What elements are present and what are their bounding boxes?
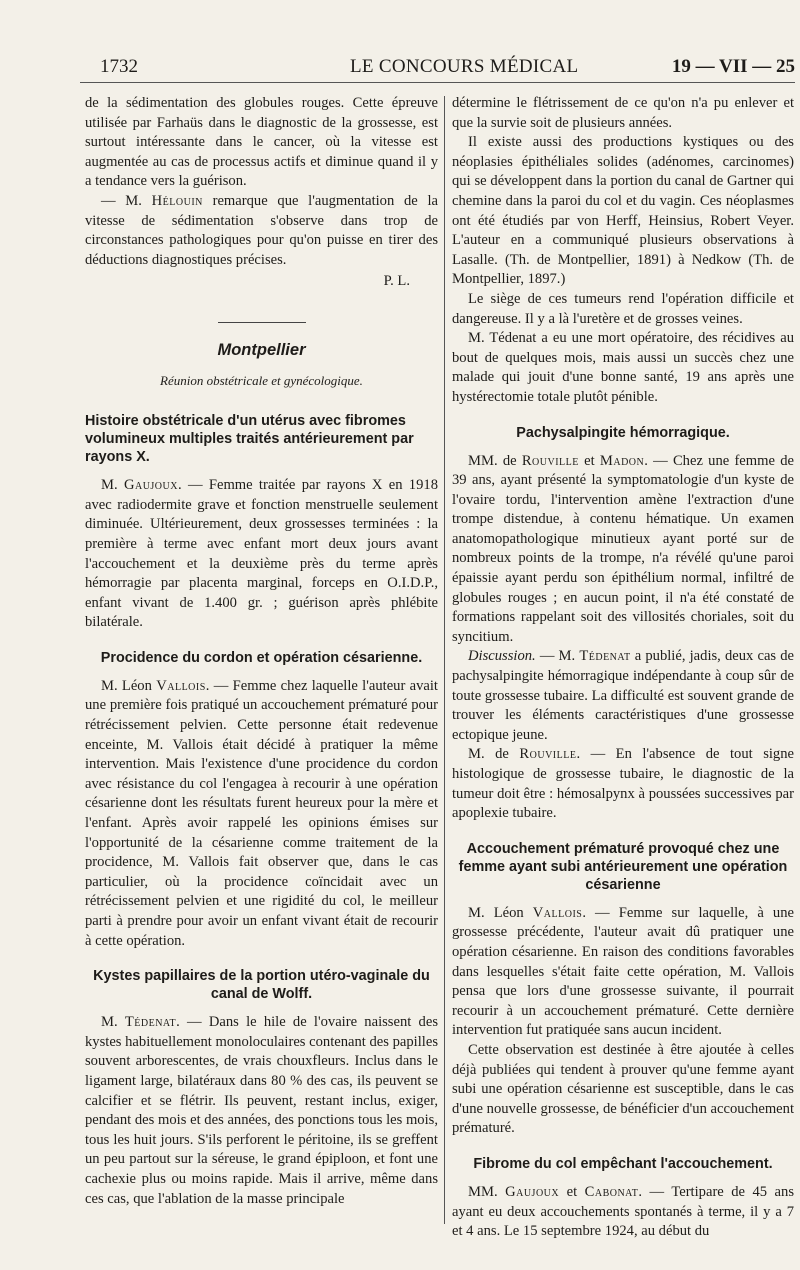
paragraph: MM. Gaujoux et Cabonat. — Tertipare de 45 ans ayant eu deux accouchements spontanés à terme, il y a 7 et 4 ans. Le 15 septembre 1924, au début du xyxy=(452,1183,795,1240)
author-name: Rouville xyxy=(521,452,579,469)
paragraph: Le siège de ces tumeurs rend l'opération difficile et dangereuse. Il y a là l'uretère et de grosses veines. xyxy=(452,290,794,327)
author-name: Gaujoux xyxy=(123,477,178,494)
author-name: Tédenat xyxy=(124,1014,177,1031)
author-name: Vallois xyxy=(156,677,206,694)
article-heading: Fibrome du col empêchant l'accouchement. xyxy=(473,1155,773,1172)
paragraph: Cette observation est destinée à être ajoutée à celles déjà publiées qui tendent à prouver qu'une femme ayant subi une opération césarienne est susceptible, dans le cas d'une nouvelle grossesse, de bénéficier d'un accouchement prématuré. xyxy=(452,1041,794,1137)
author-name: Gaujoux xyxy=(505,1183,560,1200)
paragraph: M. Léon Vallois. — Femme sur laquelle, à une grossesse précédente, l'auteur avait dû pratiquer une opération césarienne. En raison des conditions favorables dans lesquelles s'était faite cette opération, M. Vallois pensa que lors d'une grossesse suivante, il pourrait recourir à un accouchement prématuré. Cette dernière intervention fut pratiquée sans aucun incident. xyxy=(452,904,794,1039)
paragraph: M. de Rouville. — En l'absence de tout signe histologique de grossesse tubaire, le diagnostic de la tumeur doit être : hémosalpynx à poussées successives par apoplexie tubaire. xyxy=(452,746,794,822)
author-name: Cabonat xyxy=(584,1183,639,1200)
article-heading: Accouchement prématuré provoqué chez une femme ayant subi antérieurement une opération césarienne xyxy=(458,840,788,893)
journal-title: LE CONCOURS MÉDICAL xyxy=(350,56,579,77)
paragraph: Il existe aussi des productions kystiques ou des néoplasies épithéliales solides (adénomes, carcinomes) qui se développent dans la portion du canal de Gartner qui chemine dans la paroi du col et du vagin. Ces néoplasmes ont été étudiés par von Herff, Heinsius, Robert Veyer. L'auteur en a communiqué plusieurs observations à Lasalle. (Th. de Montpellier, 1891) à Nedkow (Th. de Montpellier, 1897.) xyxy=(452,134,794,288)
section-subtitle: Réunion obstétricale et gynécologique. xyxy=(160,372,363,388)
right-column xyxy=(452,94,794,1242)
article-heading: Pachysalpingite hémorragique. xyxy=(516,424,730,441)
article-heading: Kystes papillaires de la portion utéro-vaginale du canal de Wolff. xyxy=(93,968,430,1003)
paragraph: MM. de Rouville et Madon. — Chez une femme de 39 ans, ayant présenté la symptomatologie d'un kyste de l'ovaire tordu, l'intervention amène l'extraction d'une trompe distendue, à contenu hématique. Un examen anatomopathologique minutieux ayant porté sur de nombreux points de la trompe, n'a révélé qu'une paroi épaissie ayant perdu son épithélium normal, infiltré de globules rouges ; en aucun point, il n'a été constaté de formations rappelant soit des villosités choriales, soit du syncitium. xyxy=(452,452,794,645)
author-name: Hélouin xyxy=(151,192,203,209)
author-name: Madon xyxy=(599,452,645,469)
paragraph: détermine le flétrissement de ce qu'on n'a pu enlever et que la survie soit de plusieurs années. xyxy=(452,95,794,131)
section-title: Montpellier xyxy=(217,340,306,359)
paragraph: de la sédimentation des globules rouges. Cette épreuve utilisée par Farhaüs dans le diagnostic de la grossesse, est surtout intéressante dans le cancer, où la vitesse est augmentée au cas de processus actifs et diminue quand il y a tendance vers la guérison. xyxy=(85,95,438,190)
paragraph: M. Tédenat a eu une mort opératoire, des récidives au bout de quelques mois, mais aussi un succès chez une malade qui jouit d'une bonne santé, 19 ans après une hystérectomie totale plutôt pénible. xyxy=(452,330,794,405)
paragraph: Discussion. — M. Tédenat a publié, jadis, deux cas de pachysalpingite hémorragique indépendante à coup sûr de toute grossesse tubaire. La difficulté est souvent grande de trouver les éléments caractéristiques d'une grossesse ectopique jeune. xyxy=(452,648,795,743)
column-rule xyxy=(444,96,445,1224)
page-number: 1732 xyxy=(100,56,138,77)
discussion-label: Discussion. xyxy=(468,648,536,665)
left-column xyxy=(85,94,438,1209)
author-name: Vallois xyxy=(532,904,583,921)
paragraph: — M. Hélouin remarque que l'augmentation de la vitesse de sédimentation s'observe dans trop de circonstances pathologiques pour qu'on puisse en tirer des déductions diagnostiques précises. xyxy=(85,192,438,268)
paragraph: M. Léon Vallois. — Femme chez laquelle l'auteur avait une première fois pratiqué un accouchement prématuré pour rétrécissement pelvien. Cette personne était redevenue enceinte, M. Vallois était décidé à pratiquer la même intervention. Mais l'existence d'une procidence du cordon avec résistance du col l'engagea à recourir à une opération césarienne dont les résultats furent heureux pour la mère et l'enfant. Après avoir rappelé les opinions émises sur l'opportunité de la césarienne comme traitement de la procidence, M. Vallois fait observer que, dans le cas particulier, où la procidence coïncidait avec un rétrécissement pelvien et une rigidité du col, le meilleur parti à prendre pour avoir un enfant vivant était de recourir à cette opération. xyxy=(85,677,438,949)
page-header xyxy=(80,52,795,83)
author-name: Tédenat xyxy=(579,648,631,665)
section-divider xyxy=(218,322,306,323)
article-heading: Procidence du cordon et opération césarienne. xyxy=(100,649,423,666)
signature: P. L. xyxy=(383,273,410,290)
author-name: Rouville xyxy=(519,746,577,763)
paragraph: M. Gaujoux. — Femme traitée par rayons X en 1918 avec radiodermite grave et fonction menstruelle seulement diminuée. Ultérieurement, deux grossesses terminées : la première à terme avec enfant mort deux jours avant l'accouchement et la deuxième près du terme après hémorragie par placenta marginal, forceps en O.I.D.P., enfant vivant de 1.400 gr. ; guérison après phlébite bilatérale. xyxy=(85,477,438,631)
article-heading: Histoire obstétricale d'un utérus avec fibromes volumineux multiples traités antérieurement par rayons X. xyxy=(85,413,414,466)
issue-date: 19 — VII — 25 xyxy=(671,56,795,77)
paragraph: M. Tédenat. — Dans le hile de l'ovaire naissent des kystes habituellement monoloculaires contenant des papilles souvent arborescentes, de vrais chouxfleurs. Inclus dans le ligament large, bilatéraux dans 80 % des cas, ils peuvent se calcifier et se flétrir. Ils peuvent, restant inclus, exiger, pendant des mois et des années, des ponctions tous les mois, tous les huit jours. S'ils perforent le péritoine, ils se greffent un peu partout sur la séreuse, le grand épiploon, et font une cachexie plus ou moins rapide. Mais il arrive, même dans ces cas, que l'ablation de la masse principale xyxy=(85,1014,438,1207)
